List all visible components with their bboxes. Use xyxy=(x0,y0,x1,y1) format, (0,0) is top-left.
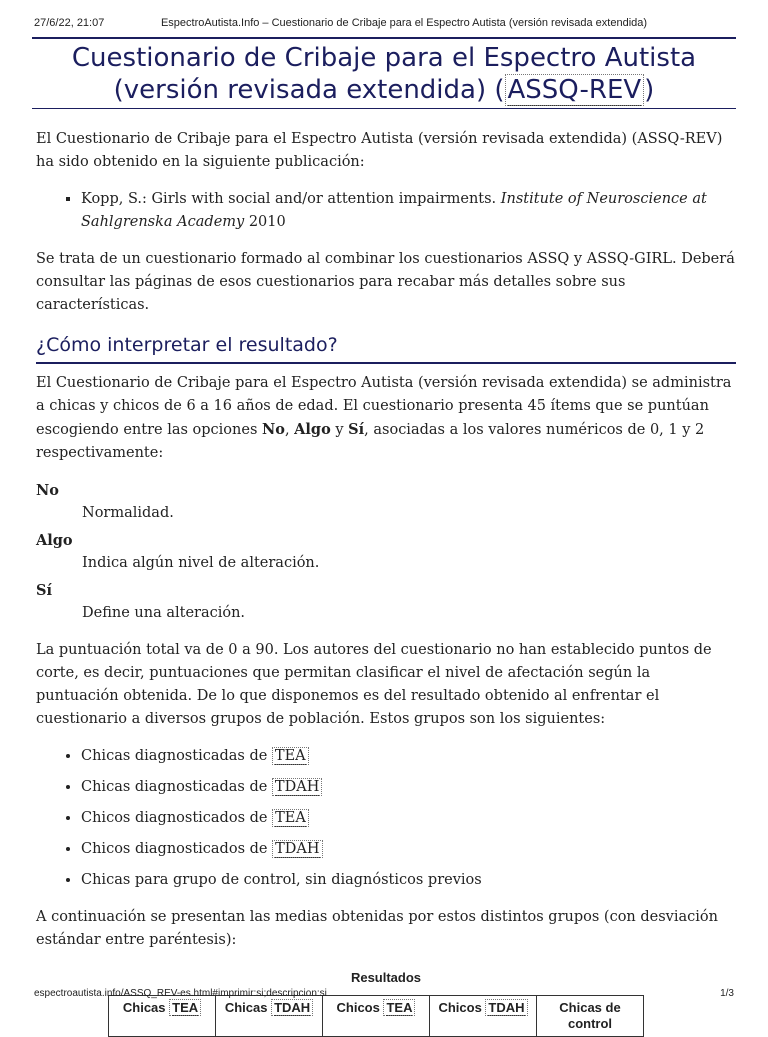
print-footer xyxy=(34,988,734,1002)
abbreviation-tdah[interactable]: TDAH xyxy=(272,778,322,796)
groups-list xyxy=(36,745,736,892)
definition-list xyxy=(36,479,736,625)
intro-paragraph-2: Se trata de un cuestionario formado al combinar los cuestionarios ASSQ y ASSQ-GIRL. Deberá consultar las páginas de esos cuestionarios para recabar más detalles sobre sus características. xyxy=(36,251,735,313)
option-no: No xyxy=(262,421,285,438)
abbreviation-tdah[interactable]: TDAH xyxy=(272,840,322,858)
definition-term: Algo xyxy=(36,532,73,549)
definition-term: Sí xyxy=(36,582,52,599)
column-header: Chicos TEA xyxy=(323,996,430,1037)
definition-desc: Define una alteración. xyxy=(82,605,246,621)
list-item: • Chicas diagnosticadas de TEA xyxy=(81,745,736,768)
abbreviation-tdah[interactable]: TDAH xyxy=(271,999,313,1016)
definition-desc: Normalidad. xyxy=(82,505,174,521)
title-line-1: Cuestionario de Cribaje para el Espectro Autista xyxy=(71,43,697,73)
print-page-title: EspectroAutista.Info – Cuestionario de Cribaje para el Espectro Autista (versión revisada extendida) xyxy=(160,17,648,29)
abbreviation-tea[interactable]: TEA xyxy=(272,809,309,827)
title-abbreviation[interactable]: ASSQ-REV xyxy=(505,74,645,106)
top-rule xyxy=(32,37,736,39)
page-title xyxy=(32,42,736,106)
definition-desc: Indica algún nivel de alteración. xyxy=(82,555,320,571)
section-paragraph-2: La puntuación total va de 0 a 90. Los autores del cuestionario no han establecido puntos de corte, es decir, puntuaciones que permitan clasificar el nivel de afectación según la puntuación obtenida. De lo que disponemos es del resultado obtenido al enfrentar el cuestionario a diversos grupos de población. Estos grupos son los siguientes: xyxy=(36,642,712,727)
column-header: Chicas TDAH xyxy=(216,996,323,1037)
table-caption: Resultados xyxy=(350,970,422,985)
section-paragraph-3: A continuación se presentan las medias obtenidas por estos distintos grupos (con desviación estándar entre paréntesis): xyxy=(36,909,718,948)
print-date: 27/6/22, 21:07 xyxy=(34,17,105,29)
list-item: • Chicas para grupo de control, sin diagnósticos previos xyxy=(81,869,736,892)
print-url: espectroautista.info/ASSQ_REV-es.html#imprimir:si;descripcion:si xyxy=(34,988,327,999)
list-item: • Chicos diagnosticados de TDAH xyxy=(81,838,736,861)
abbreviation-tea[interactable]: TEA xyxy=(169,999,201,1016)
list-item: • Chicos diagnosticados de TEA xyxy=(81,807,736,830)
intro-paragraph: El Cuestionario de Cribaje para el Espectro Autista (versión revisada extendida) (ASSQ-REV) ha sido obtenido en la siguiente publicación: xyxy=(36,131,723,170)
column-header: Chicos TDAH xyxy=(430,996,537,1037)
abbreviation-tea[interactable]: TEA xyxy=(272,747,309,765)
print-header xyxy=(0,14,768,32)
column-header: Chicas TEA xyxy=(109,996,216,1037)
reference-list xyxy=(36,188,736,234)
option-algo: Algo xyxy=(294,421,331,438)
column-header: Chicas de control xyxy=(537,996,644,1037)
title-line-2-pre: (versión revisada extendida) ( xyxy=(113,75,505,105)
section-paragraph-1: El Cuestionario de Cribaje para el Espectro Autista (versión revisada extendida) se administra a chicas y chicos de 6 a 16 años de edad. El cuestionario presenta 45 ítems que se puntúan escogiendo entre las opciones No, Algo y Sí, asociadas a los valores numéricos de 0, 1 y 2 respectivamente: xyxy=(36,375,732,461)
reference-item: ▪ Kopp, S.: Girls with social and/or attention impairments. Institute of Neuroscience at Sahlgrenska Academy 2010 xyxy=(81,188,736,234)
section-heading: ¿Cómo interpretar el resultado? xyxy=(36,331,736,364)
option-si: Sí xyxy=(348,421,365,438)
abbreviation-tea[interactable]: TEA xyxy=(383,999,415,1016)
list-item: • Chicas diagnosticadas de TDAH xyxy=(81,776,736,799)
page-number: 1/3 xyxy=(720,988,734,999)
title-rule xyxy=(32,108,736,109)
title-line-2-post: ) xyxy=(644,75,655,105)
abbreviation-tdah[interactable]: TDAH xyxy=(485,999,527,1016)
definition-term: No xyxy=(36,482,59,499)
article-body xyxy=(36,128,736,1037)
reference-source: Institute of Neuroscience at Sahlgrenska Academy xyxy=(81,191,707,230)
